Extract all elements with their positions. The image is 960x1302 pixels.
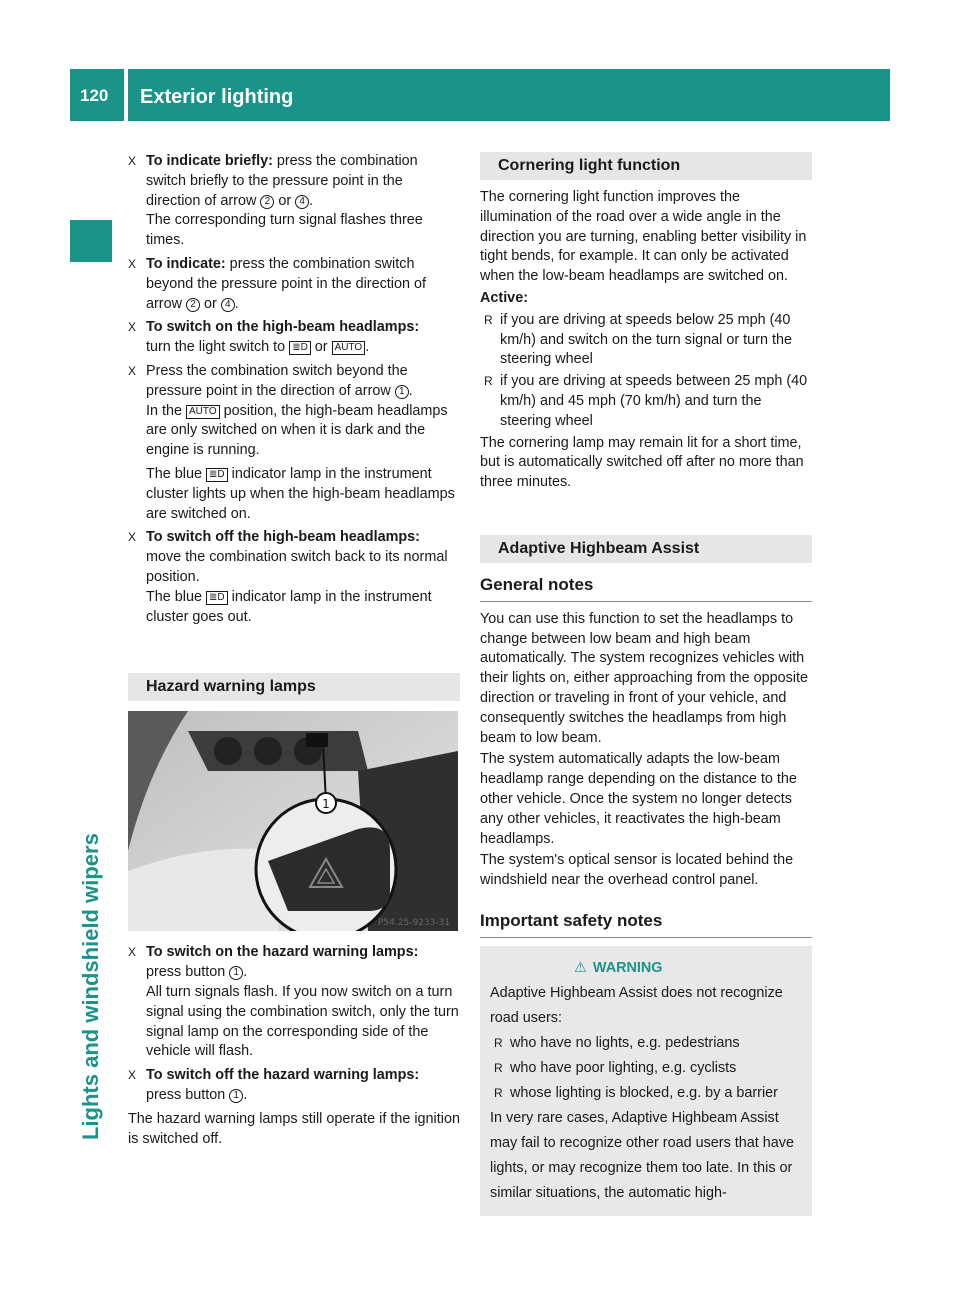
header-divider [124, 69, 128, 121]
list-item: R if you are driving at speeds below 25 mph (40 km/h) and switch on the turn signal or turn the steering wheel [484, 311, 792, 368]
general-p2: The system automatically adapts the low-beam headlamp range depending on the distance to the other vehicle. Once the system no longer detects any other vehicles, it reactivates the high-beam headlamps. [480, 751, 797, 847]
step-arrow-icon: X [128, 363, 137, 378]
safety-notes-heading: Important safety notes [480, 911, 812, 938]
svg-text:1: 1 [322, 797, 330, 812]
arrow-1-icon: 1 [395, 385, 409, 399]
chapter-tab [70, 220, 112, 262]
right-column [480, 152, 812, 1216]
bullet-icon: R [484, 374, 493, 389]
step-high-beam-on: X To switch on the high-beam headlamps: turn the light switch to ≣D or AUTO . [128, 319, 420, 356]
cornering-section-heading: Cornering light function [480, 152, 812, 180]
arrow-2-icon: 2 [260, 195, 274, 209]
photo-code: P54.25-9233-31 [378, 918, 451, 929]
cornering-note: The cornering lamp may remain lit for a short time, but is automatically switched off after no more than three minutes. [480, 434, 804, 491]
step-press-switch: X Press the combination switch beyond the pressure point in the direction of arrow 1 . In the AUTO position, the high-beam headlamps are only switched on when it is dark and the engine is running. The blue ≣D indicator lamp in the instrument cluster lights up when the high-beam headlamps are switched on. [128, 362, 455, 522]
step-arrow-icon: X [128, 530, 137, 545]
arrow-4-icon: 4 [295, 195, 309, 209]
step-indicate-briefly: X To indicate briefly: press the combination switch briefly to the pressure point in the direction of arrow 2 or 4 . The corresponding turn signal flashes three times. [128, 153, 423, 249]
button-1-icon: 1 [229, 1089, 243, 1103]
hazard-section-heading: Hazard warning lamps [128, 673, 460, 701]
cornering-intro: The cornering light function improves the illumination of the road over a wide angle in the direction you are turning, enabling better visibility in tight bends, for example. It can only be activated when the low-beam headlamps are switched on. [480, 189, 807, 285]
list-item: R who have poor lighting, e.g. cyclists [490, 1056, 802, 1081]
page-number: 120 [80, 86, 109, 105]
step-arrow-icon: X [128, 154, 137, 168]
step-arrow-icon: X [128, 1068, 137, 1083]
step-arrow-icon: X [128, 256, 137, 271]
list-item: R who have no lights, e.g. pedestrians [490, 1031, 802, 1056]
hazard-switch-photo [128, 711, 458, 931]
left-column [128, 152, 460, 1149]
hazard-switch-illustration [128, 711, 458, 931]
general-p1: You can use this function to set the headlamps to change between low beam and high beam automatically. The system recognizes vehicles with their lights on, either approaching from the opposite direction or traveling in front of your vehicle, and consequently switches the headlamps from high beam to low beam. [480, 610, 808, 746]
general-p3: The system's optical sensor is located behind the windshield near the overhead control panel. [480, 852, 794, 889]
page-title: Exterior lighting [140, 86, 294, 108]
high-beam-icon: ≣D [206, 591, 228, 605]
warning-box [480, 946, 812, 1216]
warning-p1: Adaptive Highbeam Assist does not recognize road users: [490, 984, 783, 1026]
step-hazard-off: X To switch off the hazard warning lamps: press button 1 . [128, 1067, 420, 1103]
arrow-4-icon: 4 [221, 298, 235, 312]
step-indicate: X To indicate: press the combination switch beyond the pressure point in the direction of arrow 2 or 4 . [128, 255, 426, 312]
general-notes-heading: General notes [480, 575, 812, 602]
hazard-note: The hazard warning lamps still operate if the ignition is switched off. [128, 1110, 460, 1147]
button-1-icon: 1 [229, 966, 243, 980]
aha-section-heading: Adaptive Highbeam Assist [480, 535, 812, 563]
bullet-icon: R [484, 312, 493, 327]
warning-p2: In very rare cases, Adaptive Highbeam Assist may fail to recognize other road users that have lights, or may recognize them too late. In this or similar situations, the automatic high- [490, 1109, 794, 1201]
step-hazard-on: X To switch on the hazard warning lamps: press button 1 . All turn signals flash. If you now switch on a turn signal using the combination switch, only the turn signal lamp on the corresponding side of the vehicle will flash. [128, 944, 459, 1060]
step-high-beam-off: X To switch off the high-beam headlamps: move the combination switch back to its normal position. The blue ≣D indicator lamp in the instrument cluster goes out. [128, 529, 448, 625]
auto-icon: AUTO [332, 341, 366, 355]
step-arrow-icon: X [128, 320, 137, 335]
arrow-2-icon: 2 [186, 298, 200, 312]
warning-heading: ⚠ WARNING [574, 959, 663, 976]
high-beam-icon: ≣D [206, 468, 228, 482]
high-beam-icon: ≣D [289, 341, 311, 355]
bullet-icon: R [494, 1035, 503, 1050]
list-item: R if you are driving at speeds between 25 mph (40 km/h) and 45 mph (70 km/h) and turn the steering wheel [484, 373, 808, 429]
step-arrow-icon: X [128, 945, 137, 960]
active-label: Active: [480, 289, 528, 306]
auto-icon: AUTO [186, 405, 220, 419]
bullet-icon: R [494, 1085, 503, 1100]
chapter-label: Lights and windshield wipers [78, 833, 103, 1140]
warning-icon: ⚠ [574, 959, 587, 976]
list-item: R whose lighting is blocked, e.g. by a barrier [490, 1081, 802, 1106]
bullet-icon: R [494, 1060, 503, 1075]
